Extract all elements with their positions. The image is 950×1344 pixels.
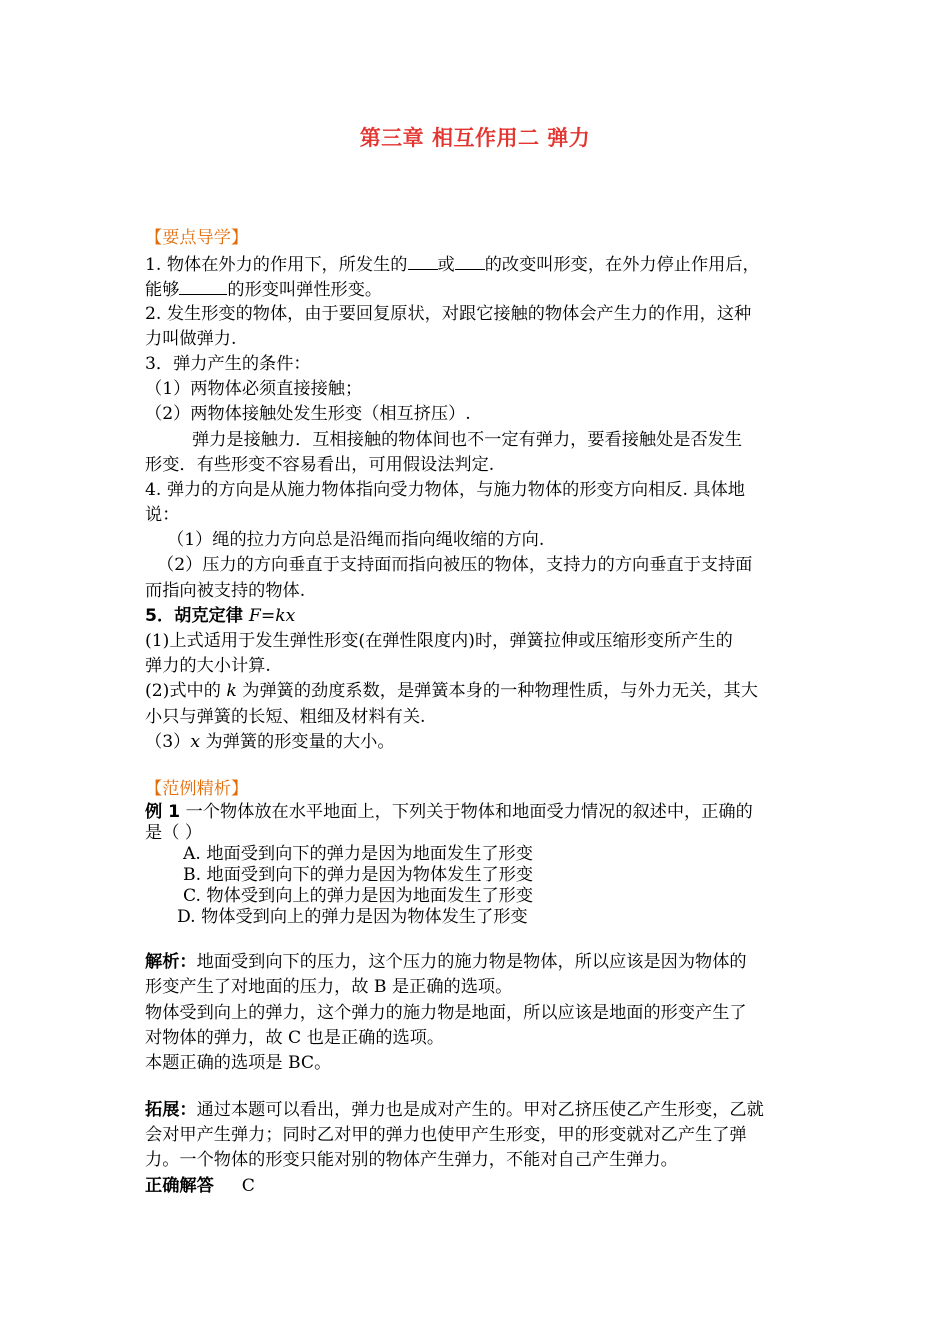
point-4-item-2-line-2: 而指向被支持的物体. — [145, 580, 306, 601]
spacer — [145, 1076, 810, 1098]
page-title: 第三章 相互作用二 弹力 — [359, 126, 591, 150]
text: 地面受到向下的压力，这个压力的施力物是物体，所以应该是因为物体的 — [196, 952, 747, 973]
extension-line-2: 会对甲产生弹力；同时乙对甲的弹力也使甲产生形变，甲的形变就对乙产生了弹 — [145, 1125, 747, 1146]
point-5-item-3 — [145, 730, 810, 755]
text: 1. 物体在外力的作用下，所发生的 — [145, 255, 408, 276]
point-1-line-2 — [145, 276, 810, 301]
fill-blank-2 — [455, 251, 485, 270]
point-3-note-line-1: 弹力是接触力．互相接触的物体间也不一定有弹力，要看接触处是否发生 — [192, 429, 743, 450]
hooke-law-label: 5．胡克定律 — [145, 605, 249, 626]
text: 一个物体放在水平地面上，下列关于物体和地面受力情况的叙述中，正确的 — [180, 802, 753, 823]
hooke-law-formula: F=kx — [248, 605, 296, 626]
point-4-line-2: 说： — [145, 505, 180, 526]
example-1-line-1 — [145, 802, 810, 823]
analysis-label: 解析： — [145, 952, 197, 973]
point-5-item-2-line-2: 小只与弹簧的长短、粗细及材料有关. — [145, 706, 426, 727]
text: 的改变叫形变，在外力停止作用后， — [484, 255, 760, 276]
extension-line-3: 力。一个物体的形变只能对别的物体产生弹力，不能对自己产生弹力。 — [145, 1150, 678, 1171]
spacer — [145, 755, 810, 777]
point-3-item-1: （1）两物体必须直接接触； — [145, 379, 363, 400]
correct-answer — [145, 1174, 810, 1199]
text: 通过本题可以看出，弹力也是成对产生的。甲对乙挤压使乙产生形变，乙就 — [196, 1100, 764, 1121]
point-5-item-1-line-1: (1)上式适用于发生弹性形变(在弹性限度内)时，弹簧拉伸或压缩形变所产生的 — [145, 631, 733, 651]
fill-blank-1 — [408, 251, 438, 270]
text: （3） — [145, 731, 191, 752]
answer-label: 正确解答 — [145, 1175, 214, 1196]
point-2-line-1: 2. 发生形变的物体，由于要回复原状，对跟它接触的物体会产生力的作用，这种 — [145, 303, 752, 324]
spacer — [145, 928, 810, 950]
point-3: 3．弹力产生的条件： — [145, 353, 311, 374]
point-5 — [145, 604, 810, 629]
option-a: A. 地面受到向下的弹力是因为地面发生了形变 — [183, 844, 533, 865]
point-1-line-1 — [145, 251, 810, 276]
point-3-item-2: （2）两物体接触处发生形变（相互挤压）. — [145, 404, 471, 425]
option-b: B. 地面受到向下的弹力是因为物体发生了形变 — [183, 865, 534, 886]
variable-x: x — [190, 731, 201, 752]
analysis-line-2: 形变产生了对地面的压力，故 B 是正确的选项。 — [145, 977, 513, 998]
point-3-note-line-2: 形变．有些形变不容易看出，可用假设法判定. — [145, 454, 495, 475]
text: (2)式中的 — [145, 681, 227, 702]
section-heading-examples: 【范例精析】 — [145, 778, 249, 799]
example-1-line-2: 是（ ） — [145, 823, 203, 844]
section-heading-key-points: 【要点导学】 — [145, 228, 249, 248]
fill-blank-3 — [179, 276, 227, 295]
text: 为弹簧的形变量的大小。 — [200, 731, 395, 752]
example-label: 例 1 — [145, 802, 181, 823]
analysis-line-1 — [145, 950, 810, 975]
analysis-line-5: 本题正确的选项是 BC。 — [145, 1052, 332, 1073]
variable-k: k — [226, 681, 237, 702]
document-body — [145, 226, 810, 1199]
point-2-line-2: 力叫做弹力. — [145, 328, 237, 349]
point-5-item-1-line-2: 弹力的大小计算. — [145, 656, 271, 677]
text: 或 — [437, 255, 455, 276]
option-d: D. 物体受到向上的弹力是因为物体发生了形变 — [177, 907, 528, 928]
text: 能够 — [145, 280, 180, 301]
extension-label: 拓展： — [145, 1100, 197, 1121]
point-4-item-2-line-1: （2）压力的方向垂直于支持面而指向被压的物体，支持力的方向垂直于支持面 — [157, 555, 753, 576]
point-4-line-1: 4. 弹力的方向是从施力物体指向受力物体，与施力物体的形变方向相反. 具体地 — [145, 479, 745, 500]
text: 的形变叫弹性形变。 — [227, 280, 383, 301]
point-4-item-1: （1）绳的拉力方向总是沿绳而指向绳收缩的方向. — [167, 530, 545, 551]
analysis-line-3: 物体受到向上的弹力，这个弹力的施力物是地面，所以应该是地面的形变产生了 — [145, 1002, 747, 1023]
extension-line-1 — [145, 1098, 810, 1123]
option-c: C. 物体受到向上的弹力是因为地面发生了形变 — [183, 886, 534, 907]
answer-value: C — [241, 1175, 255, 1196]
analysis-line-4: 对物体的弹力，故 C 也是正确的选项。 — [145, 1027, 445, 1048]
text: 为弹簧的劲度系数，是弹簧本身的一种物理性质，与外力无关，其大 — [236, 681, 758, 702]
point-5-item-2-line-1 — [145, 679, 810, 704]
